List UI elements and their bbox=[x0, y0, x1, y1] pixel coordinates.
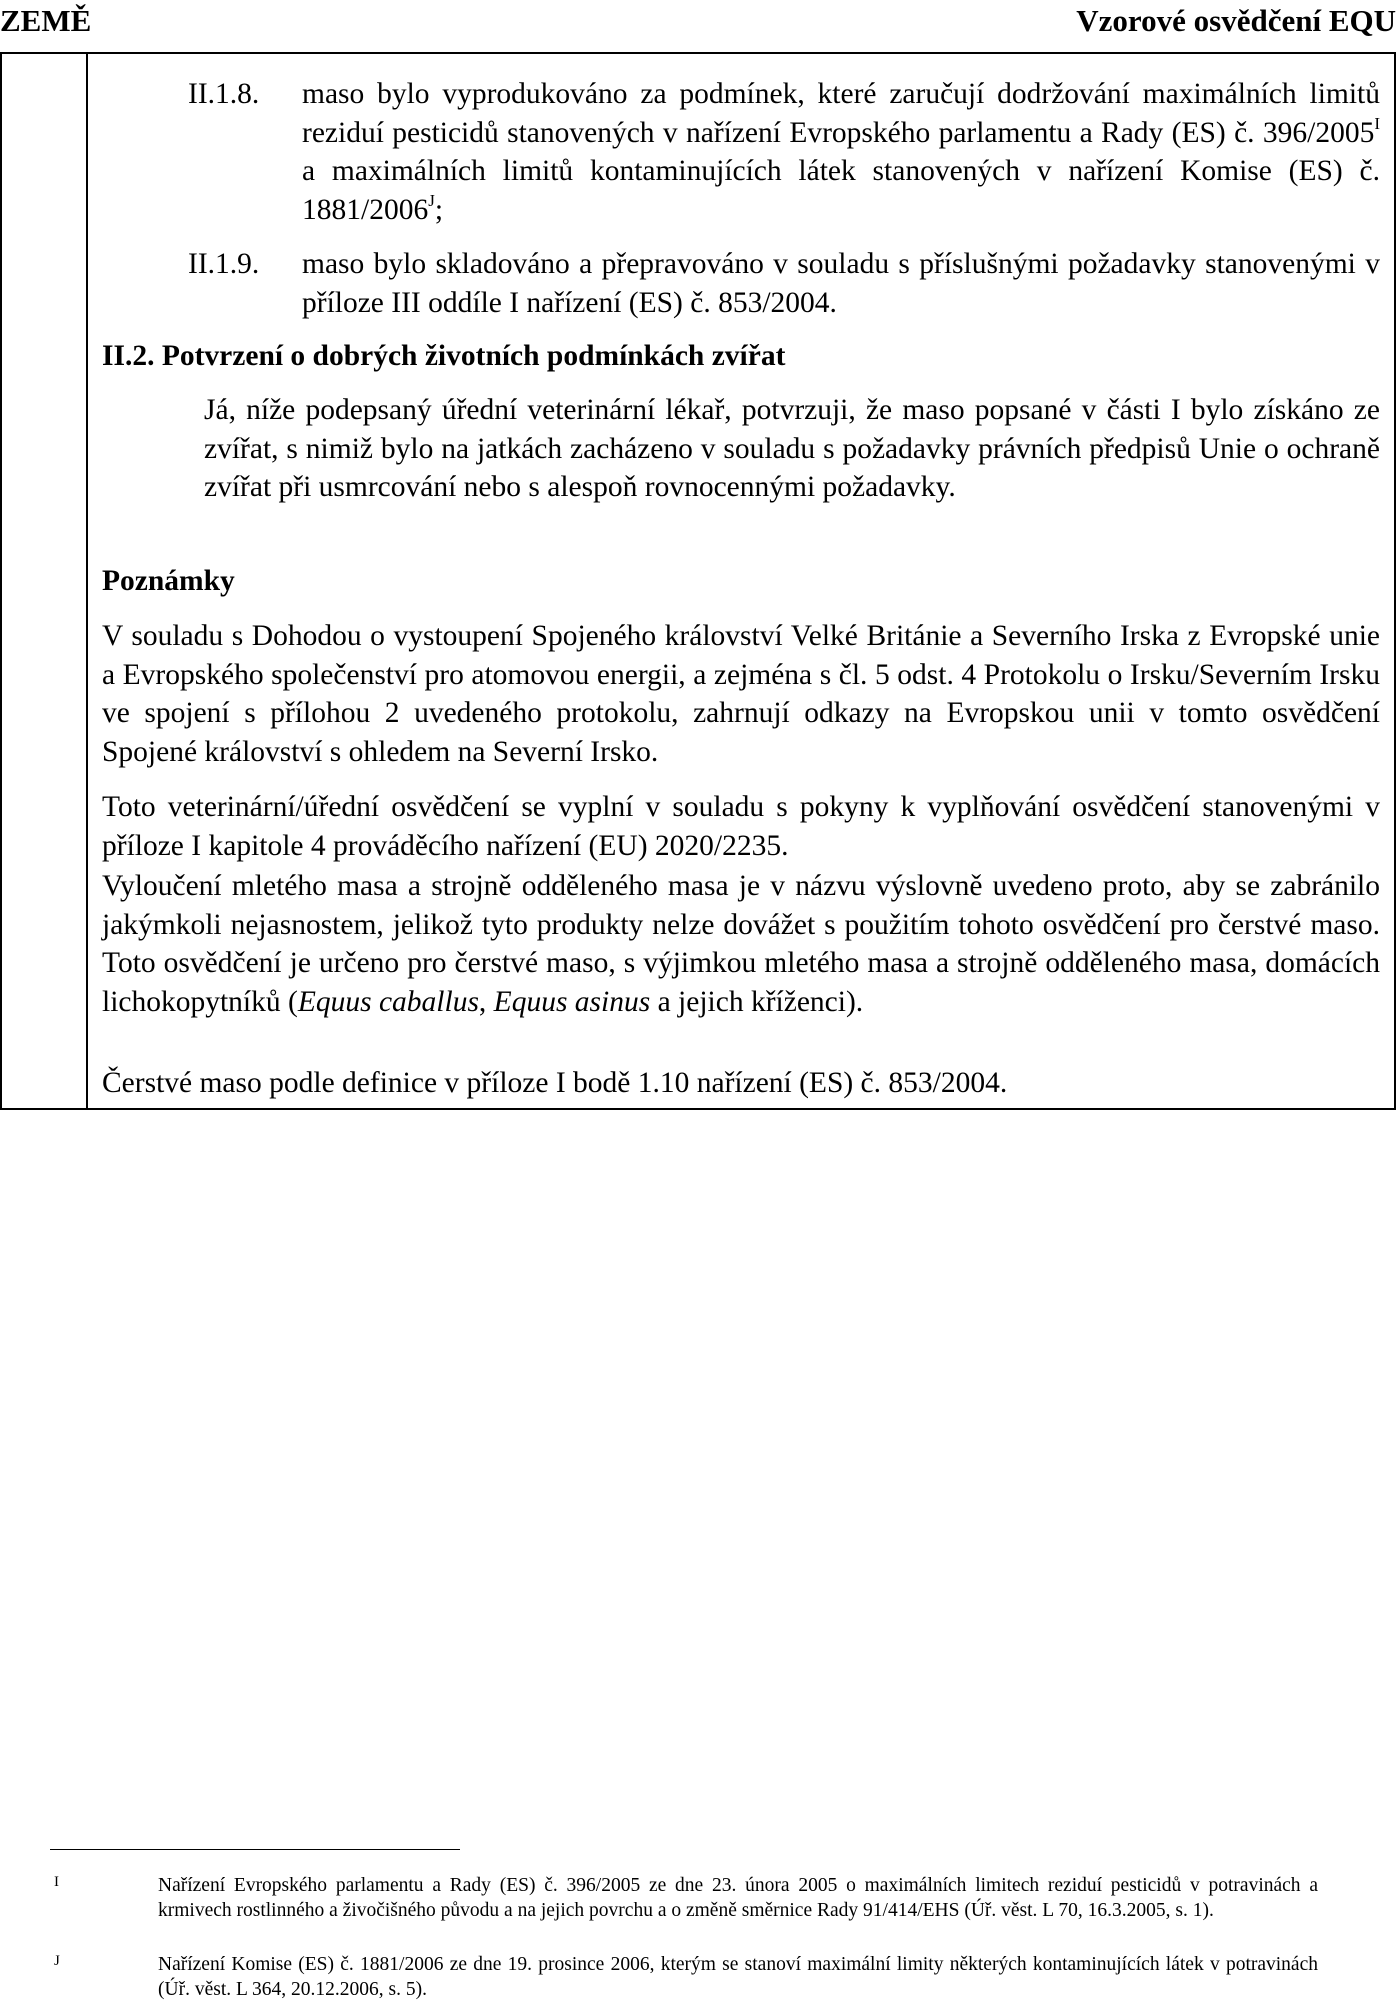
country-label: ZEMĚ bbox=[0, 3, 92, 38]
certificate-model-title: Vzorové osvědčení EQU bbox=[1076, 3, 1396, 38]
item-text-ii-1-9: maso bylo skladováno a přepravováno v souladu s příslušnými požadavky stanovenými v příloze III oddíle I nařízení (ES) č. 853/2004. bbox=[302, 248, 1380, 319]
species-equus-caballus: Equus caballus bbox=[297, 985, 479, 1018]
footnote-mark-i: I bbox=[54, 1874, 59, 1890]
item-number-ii-1-8: II.1.8. bbox=[188, 78, 260, 110]
footnote-separator bbox=[50, 1849, 460, 1850]
footnote-ref-i: I bbox=[1374, 113, 1380, 133]
footnote-text-j: Nařízení Komise (ES) č. 1881/2006 ze dne 19. prosince 2006, kterým se stanoví maximální limity některých kontaminujících látek v potravinách (Úř. věst. L 364, 20.12.2006, s. 5). bbox=[158, 1954, 1318, 2000]
species-equus-asinus: Equus asinus bbox=[493, 985, 651, 1018]
animal-welfare-attestation: Já, níže podepsaný úřední veterinární lékař, potvrzuji, že maso popsané v části I bylo získáno ze zvířat, s nimiž bylo na jatkách zacházeno v souladu s požadavky právních předpisů Unie o ochraně zvířat při usmrcování nebo s alespoň rovnocennými požadavky. bbox=[204, 394, 1380, 503]
item-number-ii-1-9: II.1.9. bbox=[188, 248, 260, 280]
notes-heading: Poznámky bbox=[102, 565, 235, 597]
footnote-ref-j: J bbox=[428, 190, 435, 210]
item-text-ii-1-8: maso bylo vyprodukováno za podmínek, které zaručují dodržování maximálních limitů reziduí pesticidů stanovených v nařízení Evropského parlamentu a Rady (ES) č. $396/2005^I$ a maximálních limitů kontaminujících látek stanovených v nařízení Komise (ES) č. $1881/2006^J$; bbox=[302, 78, 1380, 226]
notes-paragraph-fresh-meat-definition: Čerstvé maso podle definice v příloze I bodě 1.10 nařízení (ES) č. 853/2004. bbox=[102, 1067, 1008, 1099]
footnote-text-i: Nařízení Evropského parlamentu a Rady (ES) č. 396/2005 ze dne 23. února 2005 o maximálních limitech reziduí pesticidů v potravinách a krmivech rostlinného a živočišného původu a na jejich povrchu a o změně směrnice Rady 91/414/EHS (Úř. věst. L 70, 16.3.2005, s. 1). bbox=[158, 1875, 1318, 1921]
left-column-divider bbox=[86, 54, 88, 1108]
section-heading-ii-2: II.2. Potvrzení o dobrých životních podmínkách zvířat bbox=[102, 340, 786, 372]
notes-paragraph-exclusion: Vyloučení mletého masa a strojně odděleného masa je v názvu výslovně uvedeno proto, aby se zabránilo jakýmkoli nejasnostem, jelikož tyto produkty nelze dovážet s použitím tohoto osvědčení pro čerstvé maso. Toto osvědčení je určeno pro čerstvé maso, s výjimkou mletého masa a strojně odděleného masa, domácích lichokopytníků (Equus caballus, Equus asinus a jejich kříženci). bbox=[102, 870, 1380, 1018]
notes-paragraph-withdrawal: V souladu s Dohodou o vystoupení Spojeného království Velké Británie a Severního Irska z Evropské unie a Evropského společenství pro atomovou energii, a zejména s čl. 5 odst. 4 Protokolu o Irsku/Severním Irsku ve spojení s přílohou 2 uvedeného protokolu, zahrnují odkazy na Evropskou unii v tomto osvědčení Spojené království s ohledem na Severní Irsko. bbox=[102, 620, 1380, 768]
footnote-mark-j: J bbox=[54, 1953, 60, 1969]
notes-paragraph-instructions: Toto veterinární/úřední osvědčení se vyplní v souladu s pokyny k vyplňování osvědčení stanovenými v příloze I kapitole 4 prováděcího nařízení (EU) 2020/2235. bbox=[102, 791, 1380, 862]
